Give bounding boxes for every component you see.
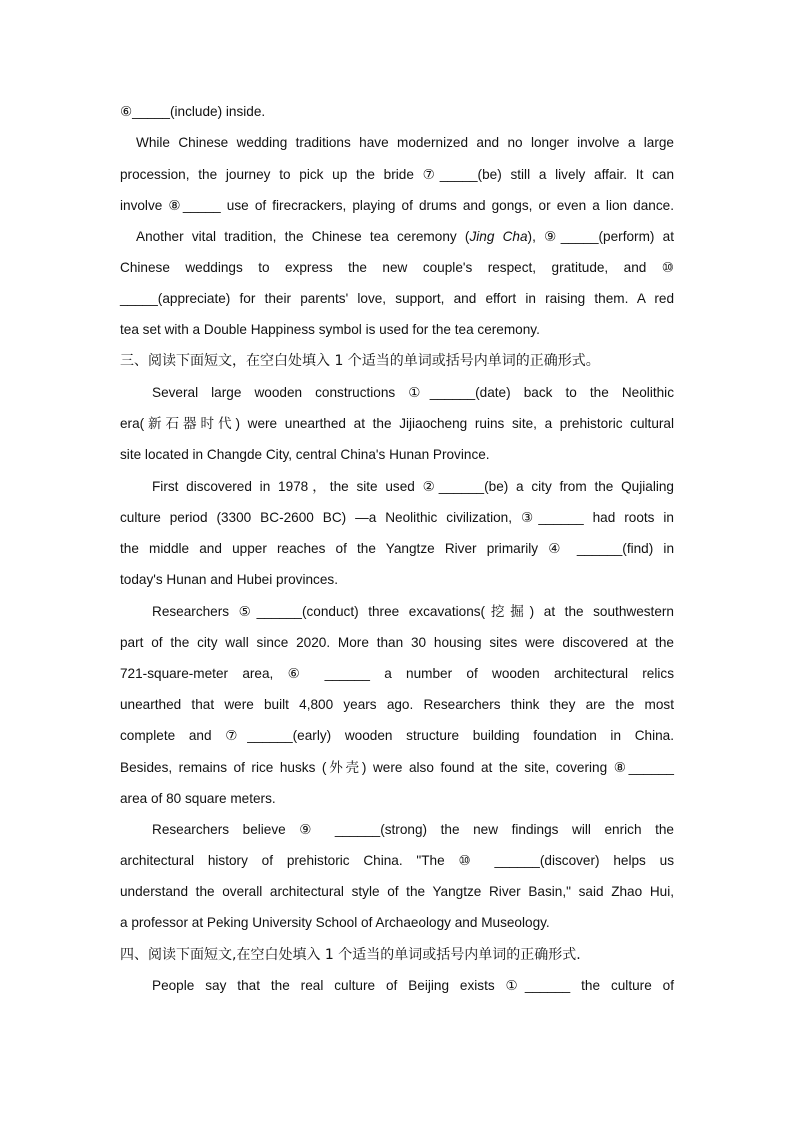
text-line: architectural history of prehistoric China. "The ⑩ ______(discover) helps us <box>120 853 674 868</box>
text-line: complete and ⑦______(early) wooden structure building foundation in China. <box>120 728 674 743</box>
text-line: understand the overall architectural style of the Yangtze River Basin," said Zhao Hui, <box>120 884 674 899</box>
text-line: the middle and upper reaches of the Yangtze River primarily ④ ______(find) in <box>120 541 674 556</box>
text-line: a professor at Peking University School of Archaeology and Museology. <box>120 915 550 930</box>
text-line: Researchers ⑤______(conduct) three excavations(挖掘) at the southwestern <box>152 604 674 619</box>
text-line: 721-square-meter area, ⑥ ______ a number of wooden architectural relics <box>120 666 674 681</box>
text-line: While Chinese wedding traditions have modernized and no longer involve a large <box>136 135 674 150</box>
text-line: site located in Changde City, central China's Hunan Province. <box>120 447 490 462</box>
text-line: Another vital tradition, the Chinese tea ceremony (Jing Cha), ⑨_____(perform) at <box>136 229 674 244</box>
text-line: unearthed that were built 4,800 years ago. Researchers think they are the most <box>120 697 674 712</box>
section-heading: 三、阅读下面短文，在空白处填入 1 个适当的单词或括号内单词的正确形式。 <box>120 353 600 369</box>
italic-term: Jing Cha <box>469 229 528 244</box>
text-line: culture period (3300 BC-2600 BC) —a Neolithic civilization, ③______ had roots in <box>120 510 674 525</box>
section-heading: 四、阅读下面短文,在空白处填入 1 个适当的单词或括号内单词的正确形式. <box>120 947 581 963</box>
text-line: part of the city wall since 2020. More than 30 housing sites were discovered at the <box>120 635 674 650</box>
text-line: First discovered in 1978，the site used ②______(be) a city from the Qujialing <box>152 479 674 494</box>
text-line: tea set with a Double Happiness symbol is used for the tea ceremony. <box>120 322 540 337</box>
text-line: Besides, remains of rice husks (外壳) were also found at the site, covering ⑧______ <box>120 760 674 775</box>
text-line: Chinese weddings to express the new couple's respect, gratitude, and ⑩ <box>120 260 674 275</box>
text-line: People say that the real culture of Beijing exists ①______ the culture of <box>152 978 674 993</box>
text-line: today's Hunan and Hubei provinces. <box>120 572 338 587</box>
text-line: Several large wooden constructions ①______(date) back to the Neolithic <box>152 385 674 400</box>
text-line: Researchers believe ⑨ ______(strong) the new findings will enrich the <box>152 822 674 837</box>
text-line: procession, the journey to pick up the bride ⑦_____(be) still a lively affair. It can <box>120 167 674 182</box>
text-line: _____(appreciate) for their parents' love, support, and effort in raising them. A red <box>120 291 674 306</box>
text-line: involve ⑧_____ use of firecrackers, playing of drums and gongs, or even a lion dance. <box>120 198 674 213</box>
text-line: area of 80 square meters. <box>120 791 276 806</box>
text-line: era(新石器时代) were unearthed at the Jijiaocheng ruins site, a prehistoric cultural <box>120 416 674 431</box>
text-line: ⑥_____(include) inside. <box>120 104 266 119</box>
